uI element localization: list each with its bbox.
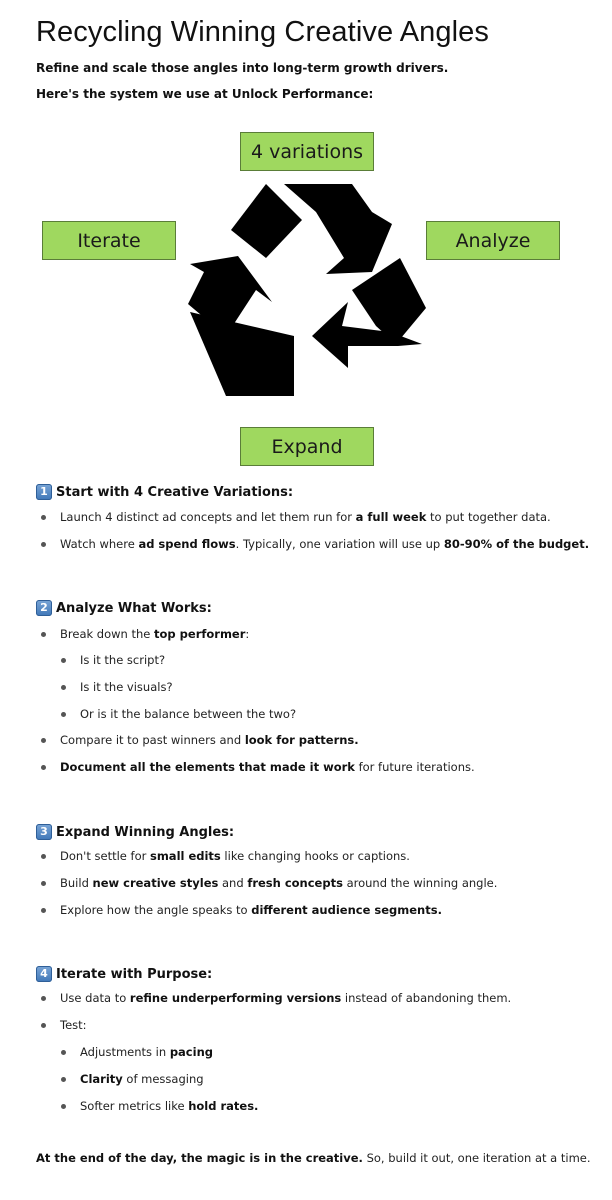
list-item-text (60, 627, 249, 641)
bold-text: At the end of the day, the magic is in the creative. (36, 1151, 363, 1165)
list-item (41, 510, 551, 524)
text-span: Softer metrics like (80, 1099, 189, 1113)
bold-text: refine underperforming versions (129, 991, 342, 1005)
bullet-icon (41, 1023, 46, 1028)
list-item (41, 849, 410, 863)
bold-text: Document all the elements that made it work (60, 760, 355, 774)
bold-text: 80-90% of the budget. (443, 537, 590, 551)
text-span: : (245, 627, 250, 641)
bullet-icon (61, 1077, 66, 1082)
list-item-text (80, 653, 165, 667)
bullet-icon (61, 1050, 66, 1055)
sub-list-item (61, 680, 173, 694)
text-span: to put together data. (426, 510, 551, 524)
bullet-icon (61, 685, 66, 690)
list-item (41, 537, 589, 551)
text-span: of messaging (122, 1072, 204, 1086)
bold-text: look for patterns. (244, 733, 359, 747)
section-heading-text: Analyze What Works: (56, 600, 212, 616)
list-item-text (80, 1099, 258, 1113)
list-item (41, 991, 511, 1005)
bold-text: top performer (154, 627, 246, 641)
sub-list-item (61, 707, 296, 721)
text-span: and (218, 876, 248, 890)
list-item (41, 876, 497, 890)
cycle-label-expand: Expand (240, 427, 374, 466)
bold-text: hold rates. (188, 1099, 259, 1113)
list-item (41, 627, 249, 641)
section-heading-text: Expand Winning Angles: (56, 824, 235, 840)
bullet-icon (61, 658, 66, 663)
number-keycap-icon: 3 (36, 824, 52, 840)
cycle-label-iterate: Iterate (42, 221, 176, 260)
recycle-arrow-segment-bottom-left (190, 312, 294, 396)
list-item-text (60, 733, 359, 747)
recycle-arrow-top (284, 184, 392, 274)
bullet-icon (41, 854, 46, 859)
list-item-text (80, 680, 173, 694)
sub-list-item (61, 1099, 258, 1113)
bullet-icon (41, 996, 46, 1001)
section-heading-2 (36, 600, 212, 616)
list-item-text (60, 537, 589, 551)
section-heading-4 (36, 966, 212, 982)
section-heading-3 (36, 824, 234, 840)
bold-text: pacing (169, 1045, 213, 1059)
text-span: Break down the (60, 627, 155, 641)
sub-list-item (61, 653, 165, 667)
bullet-icon (41, 881, 46, 886)
sub-list-item (61, 1072, 204, 1086)
text-span: So, build it out, one iteration at a time. (362, 1151, 591, 1165)
cycle-label-variations: 4 variations (240, 132, 374, 171)
bullet-icon (41, 542, 46, 547)
text-span: . Typically, one variation will use up (235, 537, 444, 551)
bullet-icon (41, 738, 46, 743)
page-subtitle: Refine and scale those angles into long-term growth drivers. (36, 61, 449, 75)
bullet-icon (41, 765, 46, 770)
bold-text: a full week (355, 510, 427, 524)
text-span: Is it the script? (80, 653, 166, 667)
list-item-text (80, 707, 296, 721)
footer-text (36, 1151, 591, 1165)
list-item (41, 1018, 87, 1032)
list-item-text (60, 876, 497, 890)
section-heading-text: Iterate with Purpose: (56, 966, 213, 982)
section-heading-1 (36, 484, 293, 500)
text-span: instead of abandoning them. (341, 991, 512, 1005)
page-title: Recycling Winning Creative Angles (36, 16, 490, 48)
bold-text: new creative styles (92, 876, 219, 890)
text-span: around the winning angle. (342, 876, 498, 890)
text-span: Don't settle for (60, 849, 150, 863)
text-span: Test: (60, 1018, 87, 1032)
bullet-icon (61, 1104, 66, 1109)
list-item (41, 733, 359, 747)
list-item-text (60, 991, 511, 1005)
cycle-label-analyze: Analyze (426, 221, 560, 260)
text-span: Is it the visuals? (80, 680, 173, 694)
bullet-icon (41, 908, 46, 913)
text-span: Compare it to past winners and (60, 733, 245, 747)
bullet-icon (41, 632, 46, 637)
number-keycap-icon: 4 (36, 966, 52, 982)
recycle-arrow-segment-top-left (231, 184, 302, 258)
text-span: Adjustments in (80, 1045, 170, 1059)
section-heading-text: Start with 4 Creative Variations: (56, 484, 294, 500)
intro-text: Here's the system we use at Unlock Performance: (36, 87, 374, 101)
bold-text: small edits (149, 849, 221, 863)
text-span: Watch where (60, 537, 139, 551)
bullet-icon (61, 712, 66, 717)
list-item (41, 903, 442, 917)
number-keycap-icon: 2 (36, 600, 52, 616)
sub-list-item (61, 1045, 213, 1059)
text-span: Use data to (60, 991, 130, 1005)
list-item-text (60, 849, 410, 863)
list-item-text (60, 510, 551, 524)
text-span: Explore how the angle speaks to (60, 903, 252, 917)
bold-text: different audience segments. (251, 903, 442, 917)
text-span: Launch 4 distinct ad concepts and let them run for (60, 510, 356, 524)
text-span: for future iterations. (354, 760, 475, 774)
recycle-icon (176, 176, 438, 416)
bullet-icon (41, 515, 46, 520)
number-keycap-icon: 1 (36, 484, 52, 500)
bold-text: fresh concepts (247, 876, 343, 890)
list-item (41, 760, 475, 774)
bold-text: Clarity (80, 1072, 123, 1086)
bold-text: ad spend flows (138, 537, 236, 551)
list-item-text (60, 760, 475, 774)
text-span: Build (60, 876, 93, 890)
list-item-text (80, 1045, 213, 1059)
text-span: like changing hooks or captions. (220, 849, 410, 863)
list-item-text (60, 1018, 87, 1032)
list-item-text (80, 1072, 204, 1086)
text-span: Or is it the balance between the two? (80, 707, 297, 721)
list-item-text (60, 903, 442, 917)
